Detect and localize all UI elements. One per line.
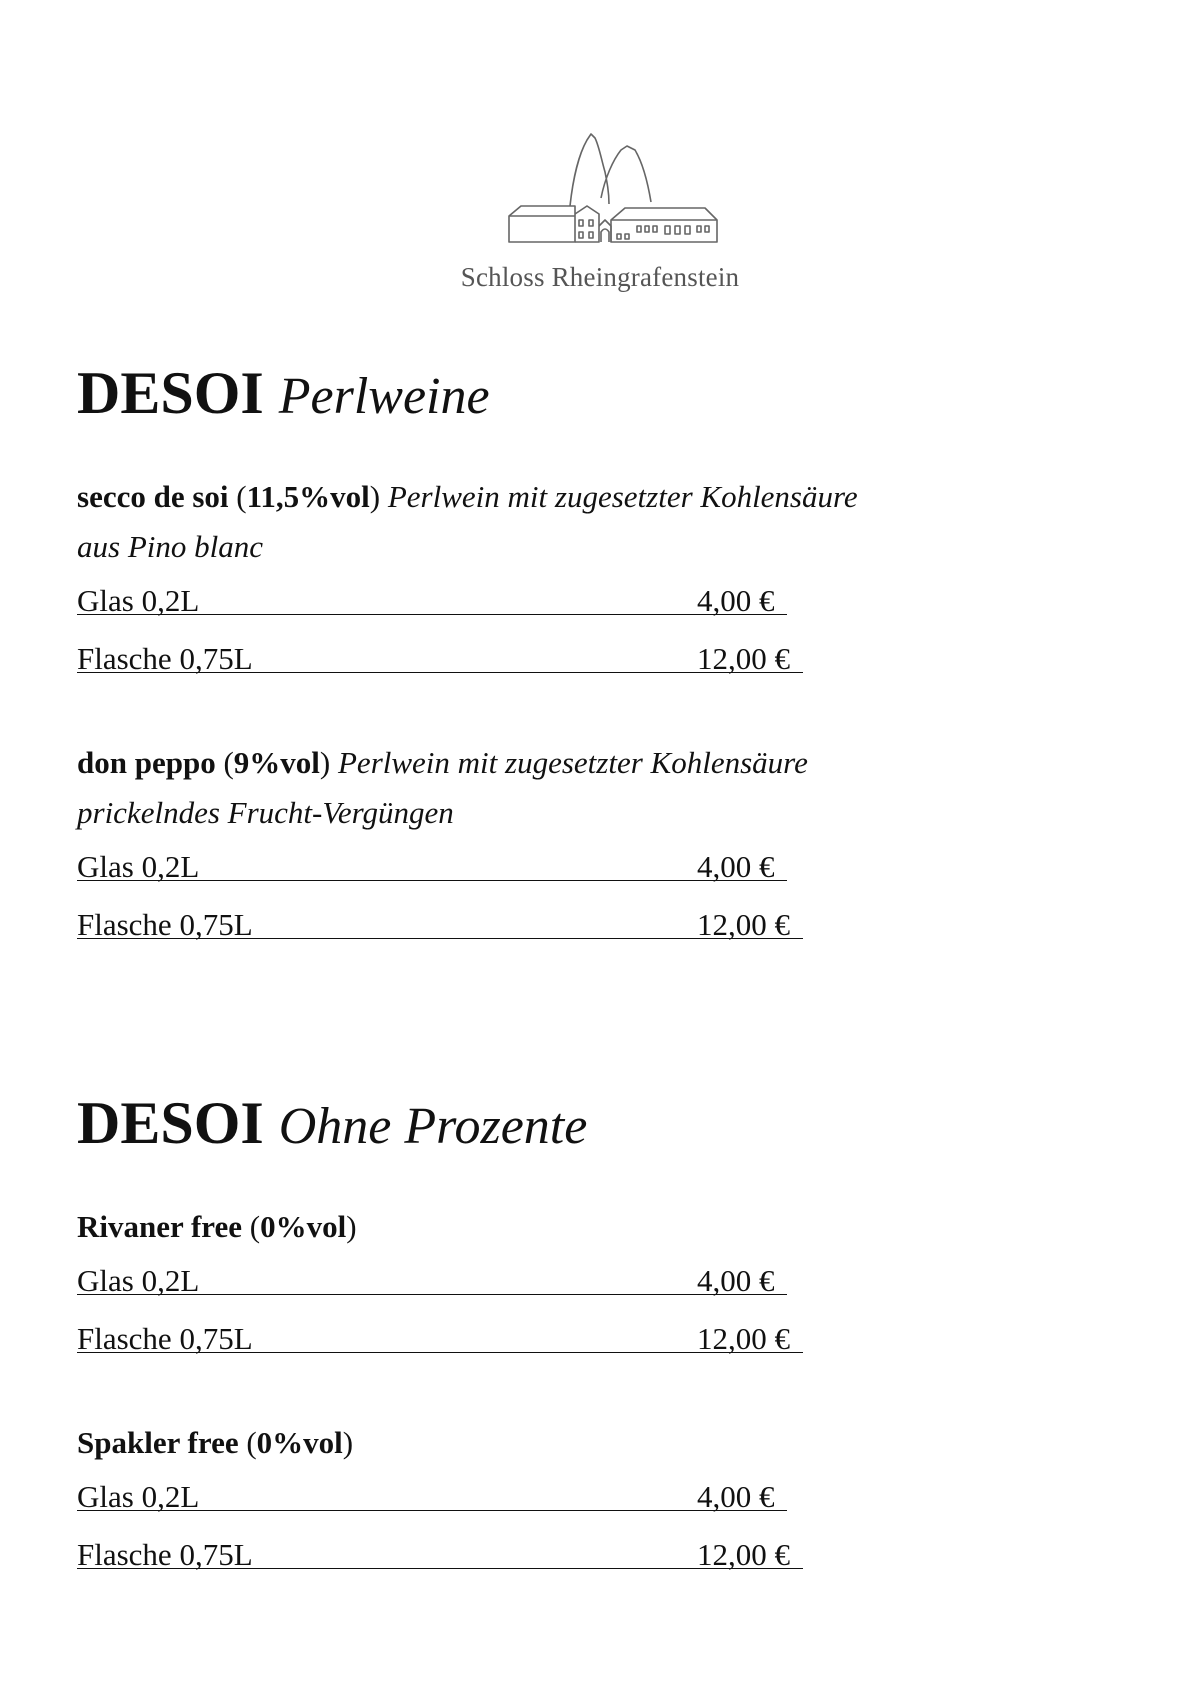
price-value: 4,00 € xyxy=(697,1263,775,1298)
section-title xyxy=(77,1088,807,1162)
price-row xyxy=(77,630,807,688)
product-name: Rivaner free xyxy=(77,1209,242,1244)
underline xyxy=(77,880,787,881)
price-value: 4,00 € xyxy=(697,583,775,618)
section-perlweine xyxy=(77,358,858,954)
underline xyxy=(77,672,803,673)
brand-logo xyxy=(440,128,760,308)
price-size: Glas 0,2L xyxy=(77,583,200,618)
underline xyxy=(77,614,787,615)
price-row xyxy=(77,1468,807,1526)
product-heading: Spakler free (0%vol) xyxy=(77,1425,354,1460)
underline xyxy=(77,1294,787,1295)
product-name: secco de soi xyxy=(77,479,229,514)
price-size: Glas 0,2L xyxy=(77,849,200,884)
price-size: Flasche 0,75L xyxy=(77,907,253,942)
section-title-bold: DESOI xyxy=(77,1090,264,1156)
product-abv: 9%vol xyxy=(233,745,320,780)
section-ohne-prozente xyxy=(77,1088,807,1584)
underline xyxy=(77,1352,803,1353)
price-size: Flasche 0,75L xyxy=(77,1537,253,1572)
underline xyxy=(77,1568,803,1569)
brand-name: Schloss Rheingrafenstein xyxy=(460,262,740,292)
price-row xyxy=(77,896,807,954)
product-description: Perlwein mit zugesetzter Kohlensäure xyxy=(387,479,858,514)
castle-mountains-logo-icon xyxy=(475,128,725,258)
price-size: Flasche 0,75L xyxy=(77,1321,253,1356)
product-don-peppo xyxy=(77,738,858,954)
section-title xyxy=(77,358,858,432)
price-value: 4,00 € xyxy=(697,1479,775,1514)
price-value: 12,00 € xyxy=(697,1321,790,1356)
product-name: Spakler free xyxy=(77,1425,239,1460)
section-title-bold: DESOI xyxy=(77,360,264,426)
price-value: 12,00 € xyxy=(697,907,790,942)
product-name: don peppo xyxy=(77,745,216,780)
product-secco-de-soi xyxy=(77,472,858,688)
price-value: 12,00 € xyxy=(697,641,790,676)
price-row xyxy=(77,838,807,896)
price-value: 12,00 € xyxy=(697,1537,790,1572)
price-row xyxy=(77,1252,807,1310)
product-description-2: aus Pino blanc xyxy=(77,529,263,564)
product-heading: don peppo (9%vol) Perlwein mit zugesetzter Kohlensäure xyxy=(77,745,808,780)
product-heading: Rivaner free (0%vol) xyxy=(77,1209,357,1244)
product-heading: secco de soi (11,5%vol) Perlwein mit zugesetzter Kohlensäure xyxy=(77,479,858,514)
product-abv: 11,5%vol xyxy=(246,479,370,514)
product-spakler-free xyxy=(77,1418,807,1584)
section-title-italic: Perlweine xyxy=(278,368,490,425)
underline xyxy=(77,1510,787,1511)
price-size: Glas 0,2L xyxy=(77,1479,200,1514)
product-abv: 0%vol xyxy=(256,1425,343,1460)
price-row xyxy=(77,1526,807,1584)
underline xyxy=(77,938,803,939)
product-description-2: prickelndes Frucht-Vergüngen xyxy=(77,795,454,830)
section-title-italic: Ohne Prozente xyxy=(278,1098,588,1155)
price-row xyxy=(77,572,807,630)
price-row xyxy=(77,1310,807,1368)
price-value: 4,00 € xyxy=(697,849,775,884)
price-size: Flasche 0,75L xyxy=(77,641,253,676)
product-description: Perlwein mit zugesetzter Kohlensäure xyxy=(338,745,808,780)
product-abv: 0%vol xyxy=(260,1209,347,1244)
product-rivaner-free xyxy=(77,1202,807,1368)
price-size: Glas 0,2L xyxy=(77,1263,200,1298)
